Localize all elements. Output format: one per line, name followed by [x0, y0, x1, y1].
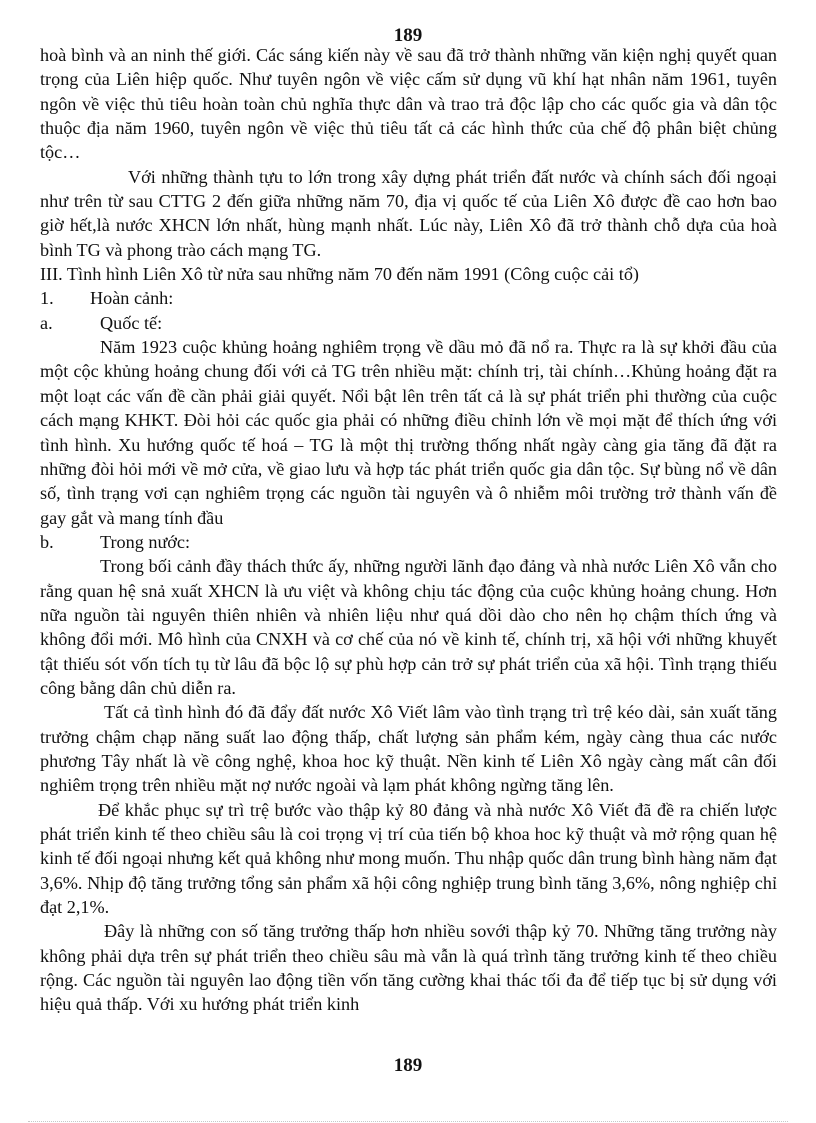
- section-heading-iii: III. Tình hình Liên Xô từ nửa sau những năm 70 đến năm 1991 (Công cuộc cải tổ): [40, 264, 639, 285]
- subheading-a-label: Quốc tế:: [100, 312, 163, 333]
- paragraph-strategy: Để khắc phục sự trì trệ bước vào thập kỷ 80 đảng và nhà nước Xô Viết đã đề ra chiến lược phát triển kinh tế theo chiều sâu là coi trọng vị trí của tiến bộ khoa hoc kỹ thuật và mở rộng quan hệ kinh tế đối ngoại nhưng kết quả không như mong muốn. Thu nhập quốc dân trung bình hàng năm đạt 3,6%. Nhịp độ tăng trưởng tổng sản phẩm xã hội công nghiệp trung bình tăng 3,6%, nông nghiệp chỉ đạt 2,1%.: [40, 799, 777, 918]
- subheading-a: [40, 311, 777, 335]
- paragraph-international: Năm 1923 cuộc khủng hoảng nghiêm trọng về dầu mỏ đã nổ ra. Thực ra là sự khởi đầu của một cộc khủng hoảng chung đối với cả TG trên nhiều mặt: chính trị, tài chính…Khủng hoảng đặt ra một loạt các vấn đề cần phải giải quyết. Nổi bật lên trên tất cả là sự phát triển phi thường của cuộc cách mạng KHKT. Đòi hỏi các quốc gia phải có những điều chỉnh lớn về mọi mặt để thích ứng với tình hình. Xu hướng quốc tế hoá – TG là một thị trường thống nhất ngày càng gia tăng đã đặt ra những đòi hỏi mới về mở cửa, về giao lưu và hợp tác phát triển quốc gia dân tộc. Sự bùng nổ về dân số, tình trạng vơi cạn nghiêm trọng các nguồn tài nguyên và ô nhiễm môi trường trở thành vấn đề gay gắt và mang tính đầu: [40, 337, 777, 528]
- subheading-b-number: b.: [40, 531, 54, 552]
- paragraph-growth: Đây là những con số tăng trưởng thấp hơn nhiều sovới thập kỷ 70. Những tăng trưởng này không phải dựa trên sự phát triển theo chiều sâu mà vẫn là quá trình tăng trưởng kinh tế theo chiều rộng. Các nguồn tài nguyên lao động tiền vốn tăng cường khai thác tối đa để tiếp tục bị sử dụng với hiệu quả thấp. Với xu hướng phát triển kinh: [40, 921, 777, 1015]
- page-number-bottom: 189: [393, 1055, 423, 1076]
- paragraph-domestic: Trong bối cảnh đầy thách thức ấy, những người lãnh đạo đảng và nhà nước Liên Xô vẫn cho rằng quan hệ snả xuất XHCN là ưu việt và không chịu tác động của cuộc khủng hoảng chung. Hơn nữa nguồn tài nguyên thiên nhiên và nhiên liệu như quá dồi dào cho nên họ chậm thích ứng và không đổi mới. Mô hình của CNXH và cơ chế của nó về kinh tế, chính trị, xã hội với những khuyết tật thiếu sót vốn tích tụ từ lâu đã bộc lộ sự phù hợp cản trở sự phát triển của xã hội. Tình trạng thiếu công bằng dân chủ diễn ra.: [40, 556, 777, 698]
- paragraph-stagnation: Tất cả tình hình đó đã đẩy đất nước Xô Viết lâm vào tình trạng trì trệ kéo dài, sản xuất tăng trưởng chậm chạp năng suất lao động thấp, chất lượng sản phẩm kém, ngày càng thua các nước phương Tây nhất là về công nghệ, khoa hoc kỹ thuật. Nền kinh tế Liên Xô ngày càng mất cân đối nghiêm trọng trên nhiều mặt nợ nước ngoài và lạm phát không ngừng tăng lên.: [40, 702, 777, 796]
- page-number-top: 189: [393, 25, 423, 46]
- document-body: [40, 43, 777, 1017]
- subheading-1-number: 1.: [40, 288, 54, 309]
- subheading-1: [40, 286, 777, 310]
- subheading-1-label: Hoàn cảnh:: [90, 288, 174, 309]
- subheading-a-number: a.: [40, 312, 53, 333]
- paragraph-1: hoà bình và an ninh thế giới. Các sáng kiến này về sau đã trở thành những văn kiện nghị quyết quan trọng của Liên hiệp quốc. Như tuyên ngôn về việc cấm sử dụng vũ khí hạt nhân năm 1961, tuyên ngôn về việc thủ tiêu hoàn toàn chủ nghĩa thực dân và trao trả độc lập cho các quốc gia và dân tộc thuộc địa năm 1960, tuyên ngôn về việc thủ tiêu tất cả các hình thức của chế độ phân biệt chủng tộc…: [40, 45, 777, 163]
- paragraph-2: Với những thành tựu to lớn trong xây dựng phát triển đất nước và chính sách đối ngoại như trên từ sau CTTG 2 đến giữa những năm 70, địa vị quốc tế của Liên Xô được đề cao hơn bao giờ hết,là nước XHCN lớn nhất, hùng mạnh nhất. Lúc này, Liên Xô đã trở thành chỗ dựa của hoà bình TG và phong trào cách mạng TG.: [40, 166, 777, 260]
- subheading-b: [40, 530, 777, 554]
- page-bottom-divider: [28, 1121, 788, 1122]
- subheading-b-label: Trong nước:: [100, 531, 191, 552]
